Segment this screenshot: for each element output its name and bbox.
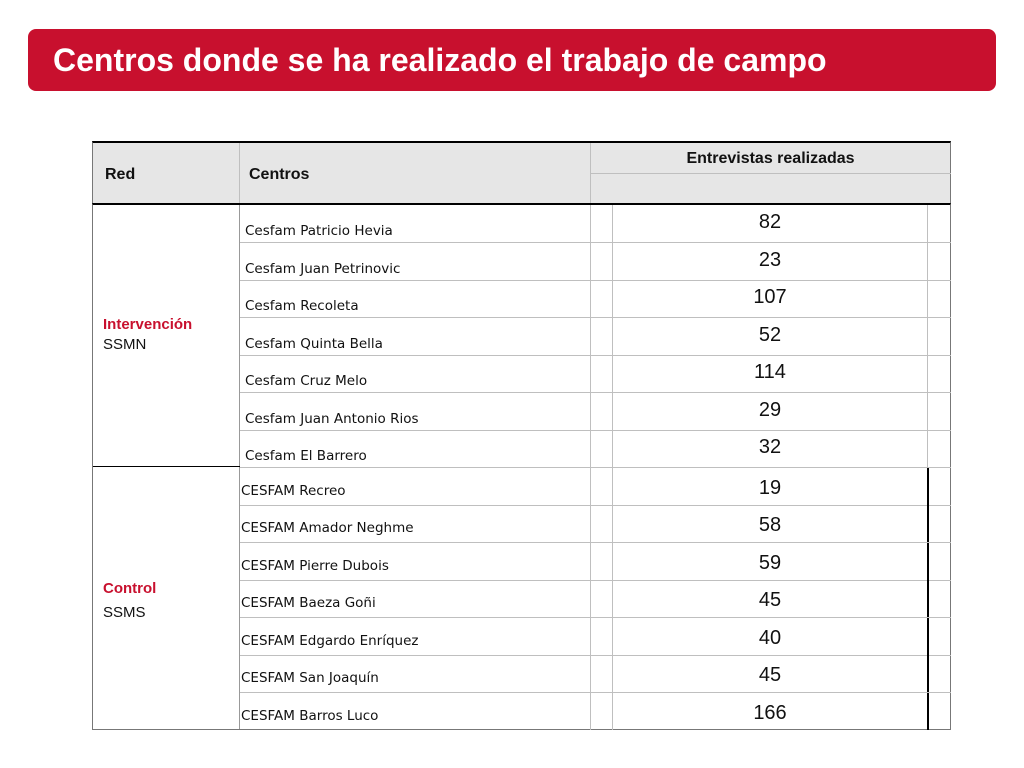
cell-divider bbox=[927, 468, 929, 505]
table-row bbox=[240, 505, 951, 542]
cell-divider bbox=[927, 543, 929, 580]
table-row bbox=[240, 318, 951, 355]
table-row bbox=[240, 655, 951, 692]
group-name: Control bbox=[103, 580, 157, 597]
cell-divider bbox=[590, 618, 591, 655]
cell-divider bbox=[590, 655, 591, 692]
cell-divider bbox=[590, 243, 591, 280]
table-row bbox=[240, 618, 951, 655]
entrevistas-value: 114 bbox=[754, 361, 786, 383]
cell-divider bbox=[927, 355, 928, 392]
centro-name: CESFAM San Joaquín bbox=[241, 670, 379, 686]
title-bar bbox=[28, 29, 996, 91]
group-sub: SSMN bbox=[103, 336, 147, 353]
cell-divider bbox=[590, 543, 591, 580]
cell-divider bbox=[927, 580, 929, 617]
group-name: Intervención bbox=[103, 316, 193, 333]
centro-name: Cesfam Quinta Bella bbox=[245, 335, 383, 352]
header-divider bbox=[239, 143, 240, 203]
page-title: Centros donde se ha realizado el trabajo de campo bbox=[53, 41, 827, 78]
entrevistas-value: 107 bbox=[753, 286, 787, 308]
table-row bbox=[240, 693, 951, 730]
table-header bbox=[92, 141, 951, 203]
cell-divider bbox=[927, 618, 929, 655]
table-body bbox=[92, 203, 951, 730]
cell-divider bbox=[927, 243, 928, 280]
centro-name: CESFAM Pierre Dubois bbox=[241, 557, 389, 574]
centro-name: Cesfam Cruz Melo bbox=[245, 373, 368, 389]
data-table bbox=[92, 141, 952, 730]
table-row bbox=[240, 468, 951, 505]
cell-divider bbox=[927, 318, 928, 355]
centro-name: Cesfam Juan Petrinovic bbox=[245, 260, 401, 277]
header-red: Red bbox=[105, 166, 136, 183]
centro-name: Cesfam Patricio Hevia bbox=[245, 223, 393, 239]
cell-divider bbox=[927, 693, 929, 730]
cell-divider bbox=[590, 505, 591, 542]
cell-divider bbox=[590, 355, 591, 392]
cell-divider bbox=[590, 393, 591, 430]
entrevistas-value: 45 bbox=[758, 664, 782, 686]
cell-divider bbox=[927, 393, 928, 430]
cell-divider bbox=[590, 430, 591, 467]
entrevistas-value: 58 bbox=[758, 514, 782, 536]
cell-divider bbox=[590, 205, 591, 242]
cell-divider bbox=[590, 468, 591, 505]
centro-name: CESFAM Amador Neghme bbox=[241, 520, 414, 536]
header-entrevistas: Entrevistas realizadas bbox=[686, 150, 855, 167]
entrevistas-value: 166 bbox=[753, 701, 787, 724]
centro-name: CESFAM Edgardo Enríquez bbox=[241, 632, 419, 649]
table-row bbox=[240, 393, 951, 430]
entrevistas-value: 45 bbox=[758, 589, 782, 611]
centro-name: Cesfam Recoleta bbox=[245, 298, 359, 314]
cell-divider bbox=[590, 693, 591, 730]
table-row bbox=[240, 430, 951, 467]
entrevistas-value: 19 bbox=[758, 476, 782, 499]
table-row bbox=[240, 580, 951, 617]
table-row bbox=[240, 205, 951, 242]
entrevistas-value: 52 bbox=[758, 323, 782, 346]
cell-divider bbox=[590, 280, 591, 317]
entrevistas-value: 23 bbox=[758, 248, 782, 271]
cell-divider bbox=[590, 580, 591, 617]
cell-divider bbox=[927, 280, 928, 317]
header-centros: Centros bbox=[249, 166, 310, 183]
table-row bbox=[240, 280, 951, 317]
centro-name: Cesfam El Barrero bbox=[245, 448, 367, 464]
group-divider bbox=[93, 466, 240, 467]
entrevistas-value: 59 bbox=[758, 551, 782, 574]
centro-name: CESFAM Baeza Goñi bbox=[241, 595, 376, 611]
entrevistas-value: 29 bbox=[758, 398, 782, 421]
table-row bbox=[240, 243, 951, 280]
cell-divider bbox=[590, 318, 591, 355]
centro-name: CESFAM Barros Luco bbox=[241, 707, 379, 724]
group-control bbox=[103, 577, 156, 625]
table-row bbox=[240, 543, 951, 580]
cell-divider bbox=[927, 655, 929, 692]
entrevistas-value: 40 bbox=[758, 626, 782, 649]
centro-name: CESFAM Recreo bbox=[241, 482, 346, 499]
entrevistas-value: 82 bbox=[758, 211, 782, 233]
entrevistas-value: 32 bbox=[758, 436, 782, 458]
cell-divider bbox=[927, 505, 929, 542]
cell-divider bbox=[927, 205, 928, 242]
header-divider bbox=[590, 173, 951, 174]
group-intervencion bbox=[103, 315, 192, 355]
group-sub: SSMS bbox=[103, 604, 146, 621]
cell-divider bbox=[927, 430, 928, 467]
centro-name: Cesfam Juan Antonio Rios bbox=[245, 410, 419, 427]
table-row bbox=[240, 355, 951, 392]
